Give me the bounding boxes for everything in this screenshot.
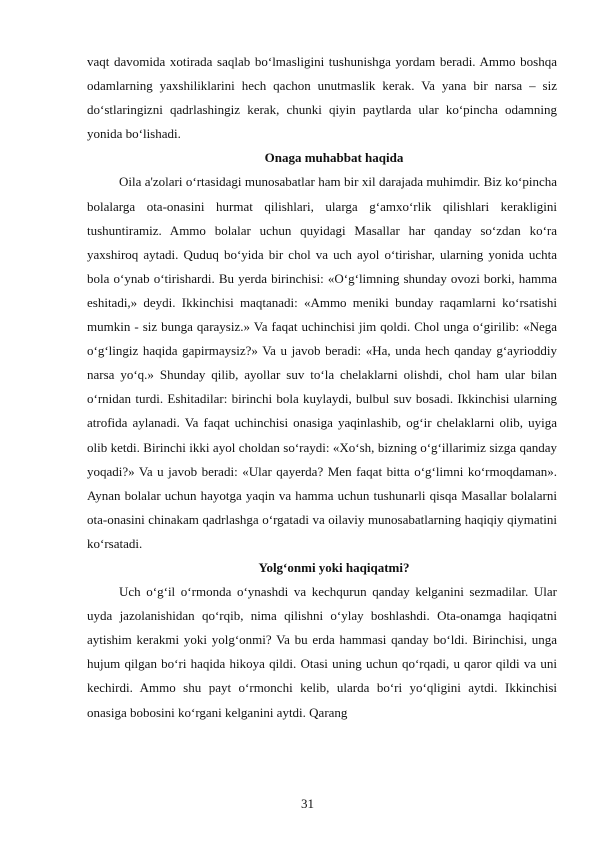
document-page <box>87 50 557 725</box>
body-paragraph: vaqt davomida xotirada saqlab bo‘lmasligini tushunishga yordam beradi. Ammo boshqa odamlarning yaxshiliklarini hech qachon unutmaslik kerak. Va yana bir narsa – siz do‘stlaringizni qadrlashingiz kerak, chunki qiyin paytlarda ular ko‘pincha odamning yonida bo‘lishadi. <box>87 54 557 142</box>
section-heading: Yolg‘onmi yoki haqiqatmi? <box>258 559 410 575</box>
page-number: 31 <box>301 796 314 811</box>
section-heading: Onaga muhabbat haqida <box>264 150 404 166</box>
body-paragraph: Uch o‘g‘il o‘rmonda o‘ynashdi va kechqurun qanday kelganini sezmadilar. Ular uyda jazolanishidan qo‘rqib, nima qilishni o‘ylay boshlashdi. Ota-onamga haqiqatni aytishim kerakmi yoki yolg‘onmi? Va bu erda hammasi qanday bo‘ldi. Birinchisi, unga hujum qilgan bo‘ri haqida hikoya qildi. Otasi uning uchun qo‘rqadi, u qaror qildi va uni kechirdi. Ammo shu payt o‘rmonchi kelib, ularda bo‘ri yo‘qligini aytdi. Ikkinchisi onasiga bobosini ko‘rgani kelganini aytdi. Qarang <box>87 584 557 720</box>
body-paragraph: Oila a'zolari o‘rtasidagi munosabatlar ham bir xil darajada muhimdir. Biz ko‘pincha bolalarga ota-onasini hurmat qilishlari, ularga g‘amxo‘rlik qilishlari kerakligini tushuntiramiz. Ammo bolalar uchun quyidagi Masallar har qanday so‘zdan ko‘ra yaxshiroq aytadi. Quduq bo‘yida bir chol va uch ayol o‘tirishar, ularning yonida uchta bola o‘ynab o‘tirishardi. Bu yerda birinchisi: «O‘g‘limning shunday ovozi borki, hamma eshitadi,» deydi. Ikkinchisi maqtanadi: «Ammo meniki bunday raqamlarni ko‘rsatishi mumkin - siz bunga qaraysiz.» Va faqat uchinchisi jim qoldi. Chol unga o‘girilib: «Nega o‘g‘lingiz haqida gapirmaysiz?» Va u javob beradi: «Ha, unda hech qanday g‘ayrioddiy narsa yo‘q.» Shunday qilib, ayollar suv to‘la chelaklarni olishdi, chol ham ular bilan o‘rnidan turdi. Eshitadilar: birinchi bola kuylaydi, bulbul suv bosadi. Ikkinchisi ularning atrofida aylanadi. Va faqat uchinchisi onasiga yaqinlashib, og‘ir chelaklarni olib, uyiga olib ketdi. Birinchi ikki ayol choldan so‘raydi: «Xo‘sh, bizning o‘g‘illarimiz sizga qanday yoqadi?» Va u javob beradi: «Ular qayerda? Men faqat bitta o‘g‘limni ko‘rmoqdaman». Aynan bolalar uchun hayotga yaqin va hamma uchun tushunarli qisqa Masallar bolalarni ota-onasini chinakam qadrlashga o‘rgatadi va oilaviy munosabatlarning haqiqiy qiymatini ko‘rsatadi. <box>87 174 557 551</box>
